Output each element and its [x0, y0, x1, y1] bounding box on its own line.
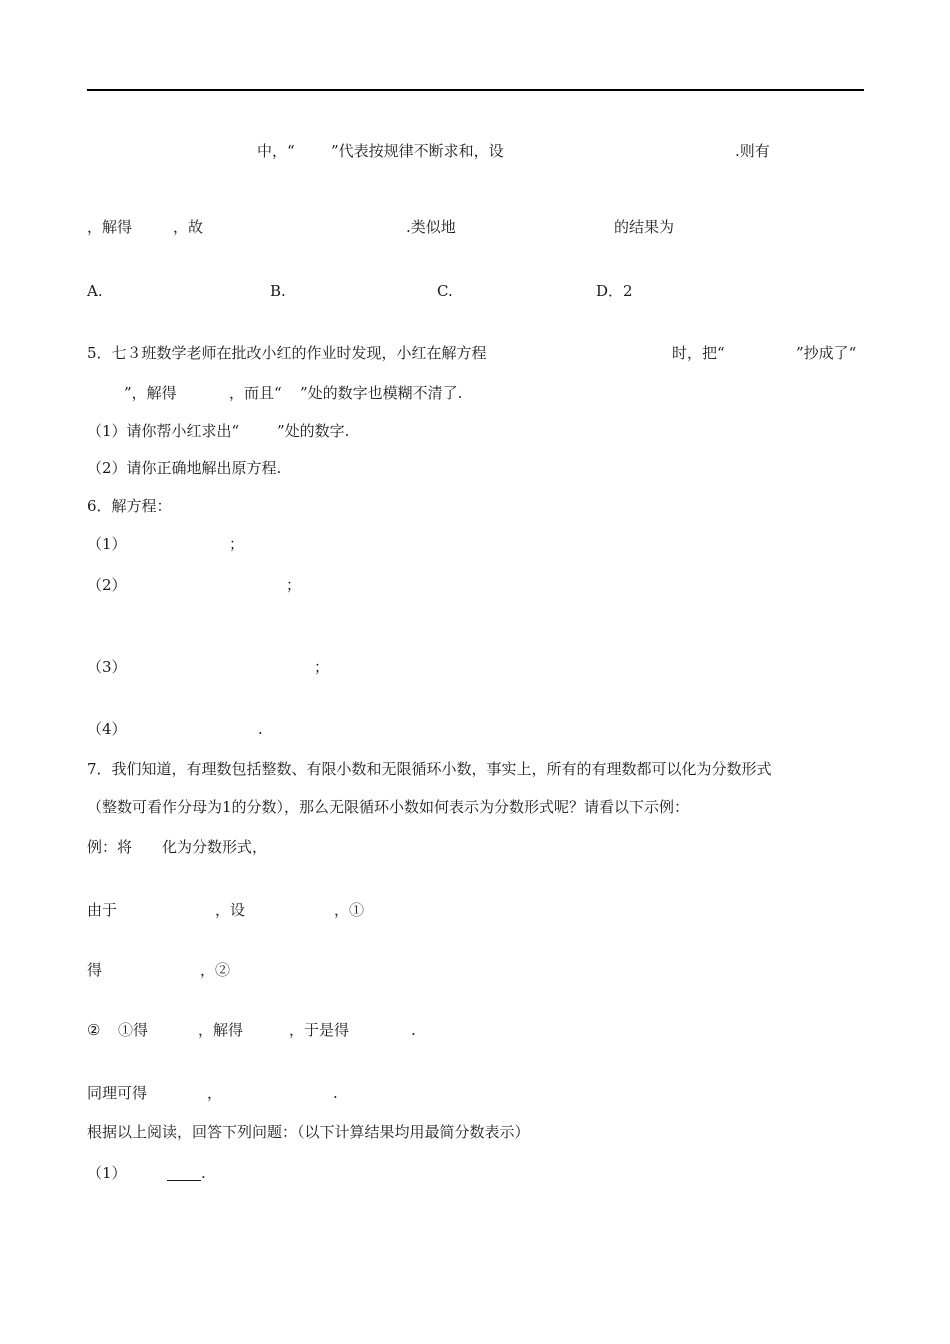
q4-line2-gu: ，故: [173, 218, 204, 236]
q4-line1-zeyou: .则有: [735, 142, 770, 160]
q7-tongli-c: .: [333, 1084, 338, 1102]
q7-youyu-c: ，①: [334, 901, 365, 919]
q5-sub1-a: （1）请你帮小红求出“: [87, 422, 240, 440]
q5-line1-b: 时，把“: [672, 344, 725, 362]
q7-subtract-d: ，于是得: [289, 1021, 350, 1039]
q6-title: 6．解方程：: [87, 497, 172, 515]
q7-tongli-a: 同理可得: [87, 1084, 148, 1102]
q6-sub1-end: ；: [229, 535, 245, 553]
q4-line1-zhong: 中，“: [257, 142, 295, 160]
q4-option-c: C.: [437, 282, 453, 300]
q7-sub1: （1）: [87, 1164, 127, 1182]
q7-sub1-end: .: [201, 1164, 206, 1182]
q6-sub3: （3）: [87, 658, 127, 676]
q7-subtract-b: ①得: [118, 1021, 149, 1039]
q5-line1-a: 5．七３班数学老师在批改小红的作业时发现，小红在解方程: [87, 344, 487, 362]
q6-sub4-end: .: [258, 720, 263, 738]
q5-line2-a: ”，解得: [124, 384, 177, 402]
q7-line2: （整数可看作分母为1的分数），那么无限循环小数如何表示为分数形式呢？请看以下示例：: [87, 798, 690, 816]
q7-de-b: ，②: [200, 961, 231, 979]
q4-option-d: D．2: [596, 282, 633, 300]
q4-option-b: B.: [270, 282, 286, 300]
q4-line2-leisi: .类似地: [406, 218, 456, 236]
q6-sub2: （2）: [87, 576, 127, 594]
q5-line2-c: ”处的数字也模糊不清了.: [300, 384, 463, 402]
q5-line2-b: ，而且“: [229, 384, 282, 402]
q7-line1: 7．我们知道，有理数包括整数、有限小数和无限循环小数，事实上，所有的有理数都可以化为分数形式: [87, 760, 772, 778]
q5-line1-c: ”抄成了“: [796, 344, 857, 362]
q7-subtract-c: ，解得: [198, 1021, 244, 1039]
q7-youyu-b: ，设: [215, 901, 246, 919]
q6-sub3-end: ；: [314, 658, 330, 676]
q4-line2-jieguo: 的结果为: [614, 218, 675, 236]
q4-line1-mid: ”代表按规律不断求和，设: [331, 142, 504, 160]
q7-subtract-a: ②: [87, 1021, 101, 1039]
q4-line2-jiede: ，解得: [87, 218, 133, 236]
q7-de-a: 得: [87, 961, 103, 979]
q7-example-b: 化为分数形式，: [162, 838, 268, 856]
q7-sub1-answer-blank[interactable]: [167, 1180, 201, 1181]
q7-reading-prompt: 根据以上阅读，回答下列问题：（以下计算结果均用最简分数表示）: [87, 1123, 530, 1141]
q7-tongli-b: ，: [207, 1084, 223, 1102]
q5-sub2: （2）请你正确地解出原方程.: [87, 459, 282, 477]
q6-sub2-end: ；: [286, 576, 302, 594]
q7-subtract-e: .: [411, 1021, 416, 1039]
q7-youyu-a: 由于: [87, 901, 118, 919]
q6-sub4: （4）: [87, 720, 127, 738]
q7-example-a: 例：将: [87, 838, 133, 856]
q6-sub1: （1）: [87, 535, 127, 553]
q4-option-a: A.: [87, 282, 103, 300]
header-rule: [87, 89, 864, 91]
q5-sub1-b: ”处的数字.: [277, 422, 350, 440]
